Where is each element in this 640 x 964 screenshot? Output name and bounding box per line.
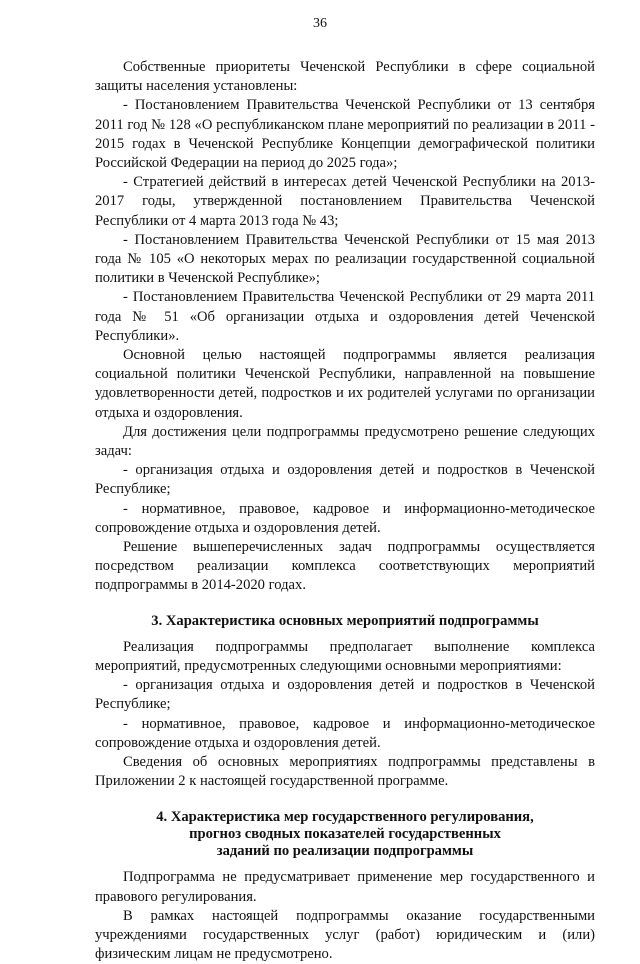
intro-section [95,58,595,596]
page-number: 36 [313,16,327,31]
list-item: - Постановлением Правительства Чеченской Республики от 29 марта 2011 года № 51 «Об организации отдыха и оздоровления детей Чеченской Республики». [95,289,595,344]
list-item: - организация отдыха и оздоровления детей и подростков в Чеченской Республике; [95,462,595,498]
section-3-body [95,638,595,792]
section-4-heading [95,809,595,860]
document-body [95,58,595,964]
section-3-heading: 3. Характеристика основных мероприятий подпрограммы [151,612,539,629]
list-item: - Стратегией действий в интересах детей Чеченской Республики на 2013-2017 годы, утвержденной постановлением Правительства Чеченской Республики от 4 марта 2013 года № 43; [95,174,595,229]
paragraph: Реализация подпрограммы предполагает выполнение комплекса мероприятий, предусмотренных следующими основными мероприятиями: [95,638,595,674]
paragraph: Сведения об основных мероприятиях подпрограммы представлены в Приложении 2 к настоящей государственной программе. [95,753,595,790]
paragraph: Подпрограмма не предусматривает применение мер государственного и правового регулирования. [95,869,595,905]
list-item: - Постановлением Правительства Чеченской Республики от 13 сентября 2011 год № 128 «О республиканском плане мероприятий по реализации в 2011 - 2015 годах в Чеченской Республике Концепции демографической политики Российской Федерации на период до 2025 года»; [95,97,595,172]
paragraph: Основной целью настоящей подпрограммы является реализация социальной политики Чеченской Республики, направленной на повышение удовлетворенности детей, подростков и их родителей услугами по организации отдыха и оздоровления. [95,347,595,421]
section-4-heading-line: 4. Характеристика мер государственного регулирования, [156,809,534,826]
list-item: - организация отдыха и оздоровления детей и подростков в Чеченской Республике; [95,677,595,713]
paragraph: Собственные приоритеты Чеченской Республики в сфере социальной защиты населения установлены: [95,59,595,95]
paragraph: В рамках настоящей подпрограммы оказание государственными учреждениями государственных услуг (работ) юридическим и (или) физическим лицам не предусмотрено. [95,907,595,963]
paragraph: Решение вышеперечисленных задач подпрограммы осуществляется посредством реализации комплекса соответствующих мероприятий подпрограммы в 2014-2020 годах. [95,539,595,594]
list-item: - Постановлением Правительства Чеченской Республики от 15 мая 2013 года № 105 «О некоторых мерах по реализации государственной социальной политики в Чеченской Республике»; [95,231,595,287]
list-item: - нормативное, правовое, кадровое и информационно-методическое сопровождение отдыха и оздоровления детей. [95,715,595,751]
list-item: - нормативное, правовое, кадровое и информационно-методическое сопровождение отдыха и оздоровления детей. [95,500,595,536]
paragraph: Для достижения цели подпрограммы предусмотрено решение следующих задач: [95,423,595,460]
section-4-heading-line: заданий по реализации подпрограммы [216,843,474,860]
section-4-heading-line: прогноз сводных показателей государственных [189,826,501,843]
section-4-body [95,868,595,964]
